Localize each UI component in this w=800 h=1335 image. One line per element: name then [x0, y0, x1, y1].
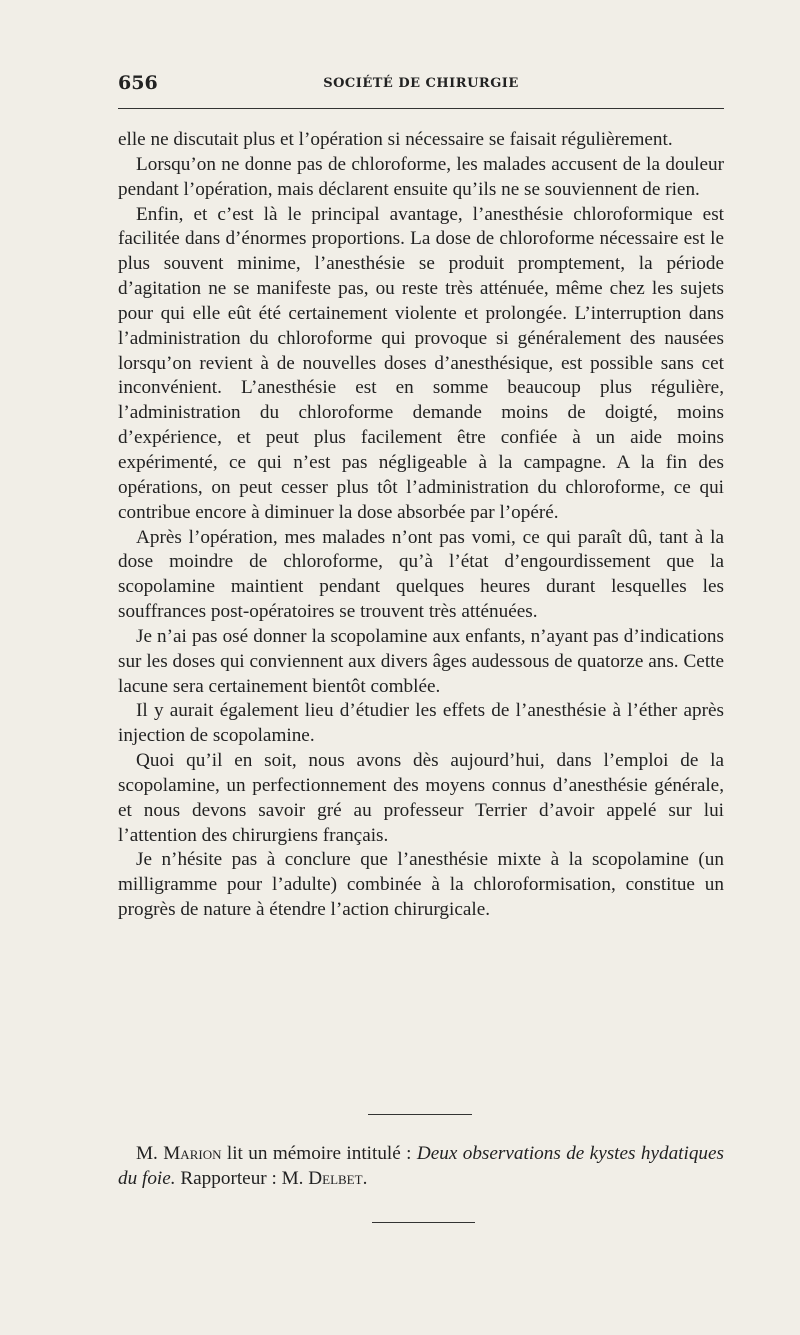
paragraph-continuation: elle ne discutait plus et l’opération si nécessaire se faisait régulièrement.	[118, 129, 673, 150]
body-text	[118, 128, 724, 923]
paragraph: Je n’hésite pas à conclure que l’anesthésie mixte à la scopolamine (un milligramme pour l’adulte) combinée à la chloroformisation, constitue un progrès de nature à étendre l’action chirurgicale.	[118, 849, 724, 921]
paragraph: Lorsqu’on ne donne pas de chloroforme, les malades accusent de la douleur pendant l’opération, mais déclarent ensuite qu’ils ne se souviennent de rien.	[118, 153, 724, 200]
annex-notice	[118, 1142, 724, 1192]
paragraph: Quoi qu’il en soit, nous avons dès aujourd’hui, dans l’emploi de la scopolamine, un perfectionnement des moyens connus d’anesthésie générale, et nous devons savoir gré au professeur Terrier d’avoir appelé sur lui l’attention des chirurgiens français.	[118, 750, 724, 846]
page-header	[118, 72, 724, 100]
author-name: Marion	[163, 1143, 222, 1164]
rapporteur-name: Delbet	[308, 1167, 363, 1189]
annex-end: .	[362, 1167, 368, 1189]
rapporteur-label: Rapporteur : M.	[180, 1167, 304, 1189]
page-number: 656	[118, 72, 158, 94]
annex-verb: lit un mémoire intitulé :	[226, 1143, 412, 1164]
end-divider	[372, 1222, 475, 1223]
paragraph: Enfin, et c’est là le principal avantage, l’anesthésie chloroformique est facilitée dans d’énormes proportions. La dose de chloroforme nécessaire est le plus souvent minime, l’anesthésie se produit promptement, la période d’agitation ne se manifeste pas, ou reste très atténuée, même chez les sujets pour qui elle eût été certainement violente et prolongée. L’interruption dans l’administration du chloroforme qui provoque si généralement des nausées lorsqu’on revient à de nouvelles doses d’anesthésique, est possible sans cet inconvénient. L’anesthésie est en somme beaucoup plus régulière, l’administration du chloroforme demande moins de doigté, moins d’expérience, et peut plus facilement être confiée à un aide moins expérimenté, ce qui n’est pas négligeable à la campagne. A la fin des opérations, on peut cesser plus tôt l’administration du chloroforme, ce qui contribue encore à diminuer la dose absorbée par l’opéré.	[118, 203, 724, 523]
running-title: SOCIÉTÉ DE CHIRURGIE	[323, 76, 519, 91]
annex-prefix: M.	[136, 1143, 158, 1164]
section-divider	[368, 1114, 472, 1115]
memoir-title: Deux observations de kystes hydatiques du foie.	[118, 1143, 725, 1189]
header-rule	[118, 108, 724, 109]
paragraph: Après l’opération, mes malades n’ont pas vomi, ce qui paraît dû, tant à la dose moindre de chloroforme, qu’à l’état d’engourdissement que la scopolamine maintient pendant quelques heures durant lesquelles les souffrances post-opératoires se trouvent très atténuées.	[118, 526, 724, 623]
paragraph: Il y aurait également lieu d’étudier les effets de l’anesthésie à l’éther après injection de scopolamine.	[118, 700, 724, 747]
paragraph: Je n’ai pas osé donner la scopolamine aux enfants, n’ayant pas d’indications sur les doses qui conviennent aux divers âges audessous de quatorze ans. Cette lacune sera certainement bientôt comblée.	[118, 625, 724, 697]
